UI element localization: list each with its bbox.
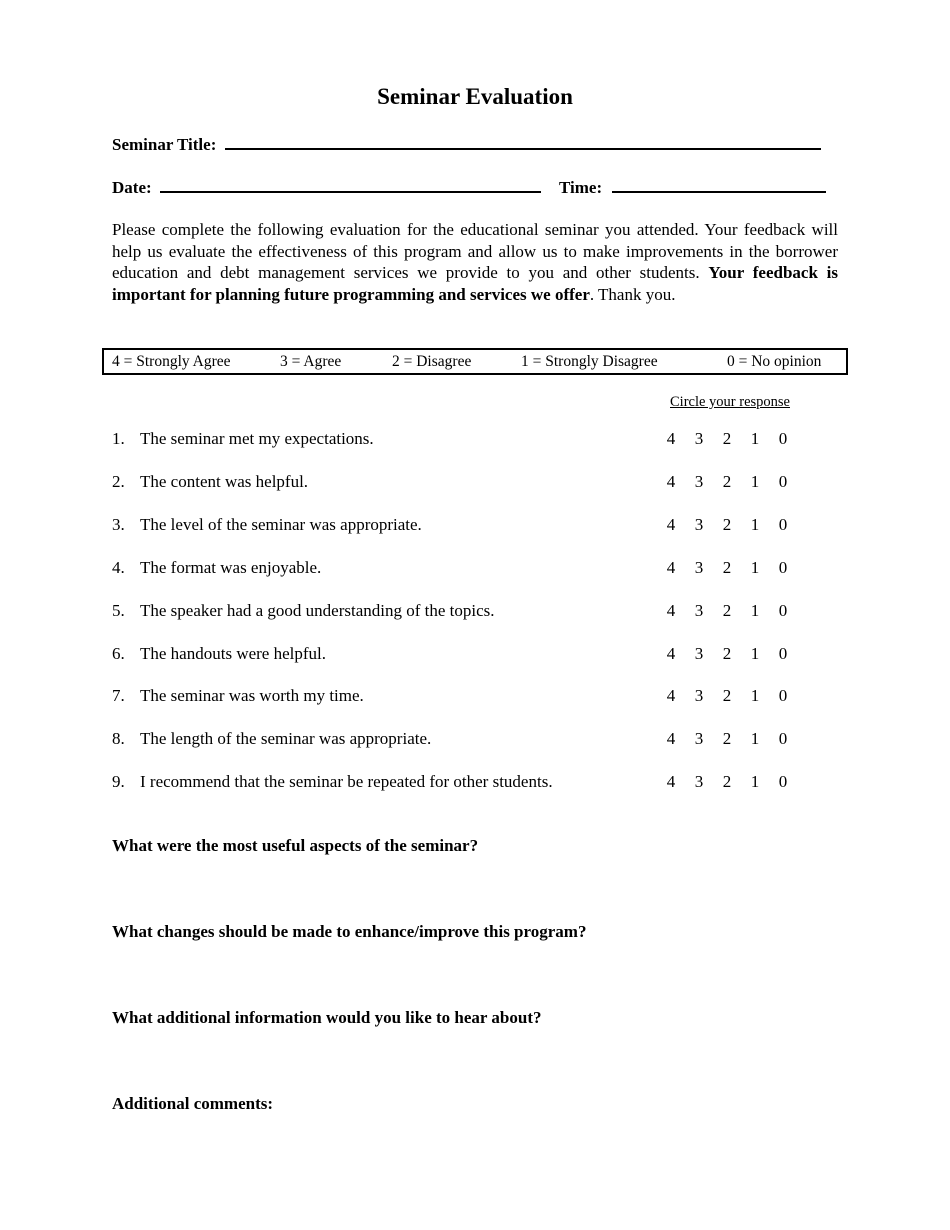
question-row [112, 601, 812, 623]
response-option-4[interactable]: 4 [666, 429, 676, 448]
date-field [112, 177, 541, 198]
seminar-title-field [112, 134, 821, 155]
time-field [559, 177, 826, 198]
question-row [112, 515, 812, 537]
response-option-2[interactable]: 2 [722, 429, 732, 448]
response-option-1[interactable]: 1 [750, 471, 760, 491]
response-option-1[interactable]: 1 [750, 643, 760, 663]
scale-agree: 3 = Agree [280, 353, 342, 370]
response-option-1[interactable]: 1 [750, 686, 760, 706]
response-option-2[interactable]: 2 [722, 772, 732, 792]
response-option-4[interactable]: 4 [666, 600, 676, 620]
open-question: What were the most useful aspects of the seminar? [112, 836, 479, 855]
response-option-3[interactable]: 3 [694, 514, 704, 534]
question-row [112, 686, 812, 708]
response-option-2[interactable]: 2 [722, 600, 732, 620]
question-number: 3. [112, 514, 125, 534]
question-text: The content was helpful. [140, 471, 309, 491]
rating-scale-legend [102, 348, 848, 375]
question-number: 6. [112, 643, 125, 663]
date-blank[interactable] [160, 177, 541, 193]
response-option-2[interactable]: 2 [722, 686, 732, 706]
intro-bold-text: Your feedback is important for planning future programming and services we offer [112, 263, 838, 304]
response-option-1[interactable]: 1 [750, 600, 760, 620]
seminar-title-blank[interactable] [225, 134, 821, 150]
response-option-0[interactable]: 0 [778, 429, 788, 448]
response-option-3[interactable]: 3 [694, 772, 704, 792]
response-option-2[interactable]: 2 [722, 514, 732, 534]
response-option-3[interactable]: 3 [694, 686, 704, 706]
response-option-0[interactable]: 0 [778, 471, 788, 491]
response-option-4[interactable]: 4 [666, 772, 676, 792]
question-text: The seminar was worth my time. [140, 686, 364, 706]
response-option-4[interactable]: 4 [666, 686, 676, 706]
question-row [112, 429, 812, 451]
response-option-0[interactable]: 0 [778, 686, 788, 706]
page-title: Seminar Evaluation [377, 84, 573, 109]
question-number: 1. [112, 429, 125, 448]
question-number: 4. [112, 557, 125, 577]
response-option-0[interactable]: 0 [778, 729, 788, 749]
response-option-3[interactable]: 3 [694, 643, 704, 663]
question-text: The format was enjoyable. [140, 557, 322, 577]
open-question: What changes should be made to enhance/improve this program? [112, 922, 587, 941]
response-option-1[interactable]: 1 [750, 514, 760, 534]
question-row [112, 729, 812, 751]
response-option-1[interactable]: 1 [750, 557, 760, 577]
question-row [112, 644, 812, 666]
response-option-2[interactable]: 2 [722, 471, 732, 491]
response-option-0[interactable]: 0 [778, 514, 788, 534]
intro-text: Please complete the following evaluation for the educational seminar you attended. Your feedback will help us evaluate the effectiveness of this program and allow us to make improvements in the borrower education and debt management services we provide to you and other students. [112, 220, 838, 282]
response-option-4[interactable]: 4 [666, 557, 676, 577]
intro-closing: . Thank you. [589, 284, 676, 304]
question-number: 7. [112, 686, 125, 706]
response-option-2[interactable]: 2 [722, 557, 732, 577]
question-text: The length of the seminar was appropriate. [140, 729, 432, 749]
response-option-0[interactable]: 0 [778, 772, 788, 792]
scale-strongly-agree: 4 = Strongly Agree [112, 353, 231, 370]
question-text: The seminar met my expectations. [140, 429, 374, 448]
scale-no-opinion: 0 = No opinion [727, 353, 822, 370]
response-option-4[interactable]: 4 [666, 471, 676, 491]
date-label: Date: [112, 178, 152, 197]
open-question: Additional comments: [112, 1094, 274, 1113]
response-option-4[interactable]: 4 [666, 643, 676, 663]
open-question: What additional information would you like to hear about? [112, 1008, 542, 1027]
question-row [112, 472, 812, 494]
response-option-0[interactable]: 0 [778, 557, 788, 577]
response-option-4[interactable]: 4 [666, 729, 676, 749]
question-row [112, 558, 812, 580]
seminar-title-label: Seminar Title: [112, 135, 217, 154]
response-option-3[interactable]: 3 [694, 600, 704, 620]
question-number: 5. [112, 600, 125, 620]
time-blank[interactable] [612, 177, 826, 193]
response-option-3[interactable]: 3 [694, 557, 704, 577]
response-option-3[interactable]: 3 [694, 429, 704, 448]
question-number: 2. [112, 471, 125, 491]
question-text: The speaker had a good understanding of the topics. [140, 600, 495, 620]
question-text: The level of the seminar was appropriate. [140, 514, 422, 534]
response-option-1[interactable]: 1 [750, 772, 760, 792]
question-text: The handouts were helpful. [140, 643, 326, 663]
response-option-1[interactable]: 1 [750, 729, 760, 749]
response-option-1[interactable]: 1 [750, 429, 760, 448]
intro-paragraph [112, 219, 838, 305]
question-number: 9. [112, 772, 125, 792]
response-option-2[interactable]: 2 [722, 643, 732, 663]
response-option-2[interactable]: 2 [722, 729, 732, 749]
question-text: I recommend that the seminar be repeated for other students. [140, 772, 553, 792]
scale-strongly-disagree: 1 = Strongly Disagree [521, 353, 658, 370]
time-label: Time: [559, 178, 603, 197]
response-option-4[interactable]: 4 [666, 514, 676, 534]
scale-disagree: 2 = Disagree [392, 353, 472, 370]
question-number: 8. [112, 729, 125, 749]
question-row [112, 772, 812, 794]
response-option-0[interactable]: 0 [778, 600, 788, 620]
response-option-0[interactable]: 0 [778, 643, 788, 663]
circle-response-label: Circle your response [670, 394, 790, 410]
response-option-3[interactable]: 3 [694, 471, 704, 491]
response-option-3[interactable]: 3 [694, 729, 704, 749]
